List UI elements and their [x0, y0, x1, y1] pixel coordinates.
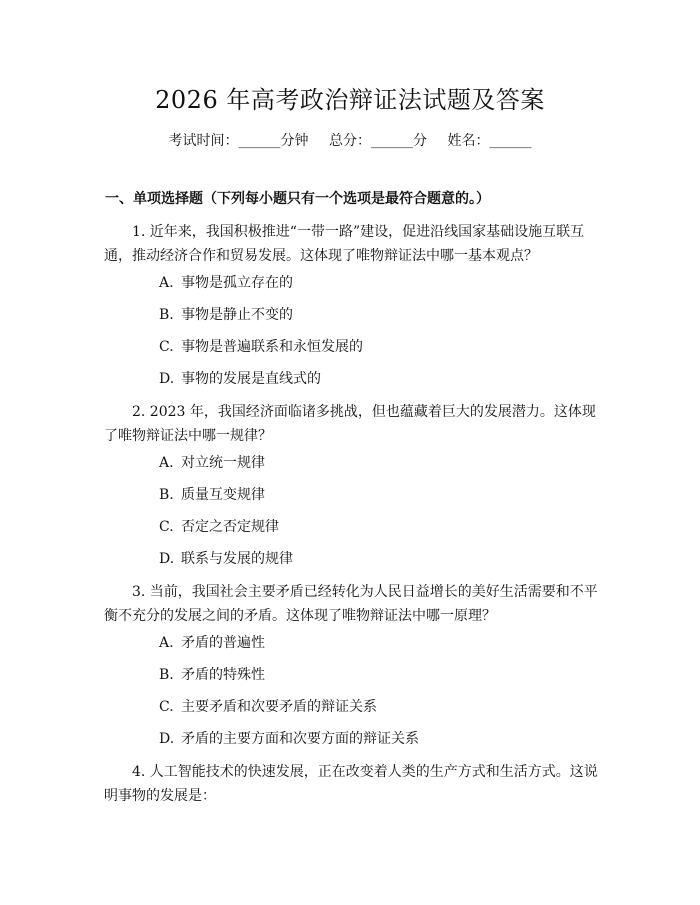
option-letter: C.: [159, 519, 174, 535]
option-letter: D.: [159, 551, 175, 567]
option-text: 对立统一规律: [181, 455, 265, 471]
exam-meta-line: [0, 131, 700, 151]
question-3-option-b: [159, 665, 265, 685]
option-text: 质量互变规律: [181, 487, 265, 503]
option-letter: B.: [159, 667, 174, 683]
option-text: 矛盾的主要方面和次要方面的辩证关系: [181, 731, 419, 747]
question-1-text: 1. 近年来，我国积极推进“一带一路”建设，促进沿线国家基础设施互联互通，推动经济合作和贸易发展。这体现了唯物辩证法中哪一基本观点？: [104, 224, 585, 264]
page-title: 2026 年高考政治辩证法试题及答案: [155, 86, 545, 114]
total-score-field: 总分：______分: [329, 133, 427, 149]
option-letter: A.: [159, 635, 174, 651]
option-letter: C.: [159, 699, 174, 715]
section-heading-single-choice: 一、单项选择题（下列每小题只有一个选项是最符合题意的。）: [105, 191, 490, 207]
option-letter: B.: [159, 487, 174, 503]
question-2-option-c: [159, 517, 279, 537]
option-letter: D.: [159, 371, 175, 387]
option-text: 事物的发展是直线式的: [181, 371, 321, 387]
option-text: 主要矛盾和次要矛盾的辩证关系: [181, 699, 377, 715]
question-3-option-a: [159, 633, 265, 653]
question-3-option-c: [159, 697, 377, 717]
exam-time-field: 考试时间：______分钟: [168, 133, 309, 149]
option-letter: D.: [159, 731, 175, 747]
question-1-option-a: [159, 273, 293, 293]
question-2-option-b: [159, 485, 265, 505]
option-text: 矛盾的普遍性: [181, 635, 265, 651]
question-1-option-b: [159, 305, 293, 325]
option-text: 矛盾的特殊性: [181, 667, 265, 683]
question-1-option-c: [159, 337, 363, 357]
question-2-text: 2. 2023 年，我国经济面临诸多挑战，但也蕴藏着巨大的发展潜力。这体现了唯物辩证法中哪一规律？: [104, 404, 596, 444]
student-name-field: 姓名：______: [447, 133, 532, 149]
question-3-option-d: [159, 729, 419, 749]
option-text: 否定之否定规律: [181, 519, 279, 535]
option-text: 联系与发展的规律: [181, 551, 293, 567]
question-3-text: 3. 当前，我国社会主要矛盾已经转化为人民日益增长的美好生活需要和不平衡不充分的发展之间的矛盾。这体现了唯物辩证法中哪一原理？: [104, 584, 598, 624]
option-letter: C.: [159, 339, 174, 355]
question-2-option-a: [159, 453, 265, 473]
option-letter: A.: [159, 275, 174, 291]
option-letter: B.: [159, 307, 174, 323]
question-4-text: 4. 人工智能技术的快速发展，正在改变着人类的生产方式和生活方式。这说明事物的发展是：: [104, 764, 598, 804]
option-text: 事物是静止不变的: [181, 307, 293, 323]
option-text: 事物是孤立存在的: [181, 275, 293, 291]
question-2-option-d: [159, 549, 293, 569]
option-letter: A.: [159, 455, 174, 471]
question-1-option-d: [159, 369, 321, 389]
option-text: 事物是普遍联系和永恒发展的: [181, 339, 363, 355]
